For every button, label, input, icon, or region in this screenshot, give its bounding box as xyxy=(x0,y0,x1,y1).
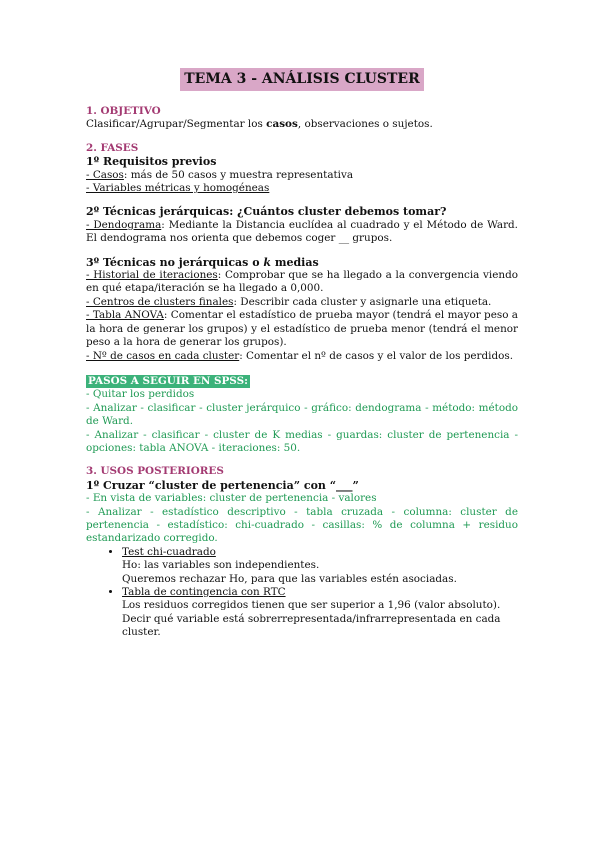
chi-cuadrado-line-2: Queremos rechazar Ho, para que las variables estén asociadas. xyxy=(122,572,457,585)
objetivo-text-c: , observaciones o sujetos. xyxy=(297,118,433,131)
objetivo-text xyxy=(86,118,518,131)
spss-heading: PASOS A SEGUIR EN SPSS: xyxy=(88,374,248,387)
usos-step-1: - En vista de variables: cluster de pertenencia - valores xyxy=(86,492,377,505)
anova-text: : Comentar el estadístico de prueba mayor (tendrá el mayor peso a la hora de generar los grupos) y el estadístico de prueba menor (tendrá el menor peso a la hora de generar los grupos). xyxy=(86,309,518,349)
objetivo-text-a: Clasificar/Agrupar/Segmentar los xyxy=(86,118,267,131)
contingencia-line-2: Decir qué variable está sobrerrepresentada/infrarrepresentada en cada cluster. xyxy=(122,612,501,639)
historial-label: - Historial de iteraciones xyxy=(86,269,218,282)
bullet-tabla-contingencia xyxy=(122,586,518,640)
contingencia-label: • Tabla de contingencia con RTC xyxy=(122,586,286,598)
chi-cuadrado-line-1: Ho: las variables son independientes. xyxy=(122,559,320,572)
section-fases-heading: 2. FASES xyxy=(86,141,139,154)
fase1-casos xyxy=(86,169,518,182)
bullet-chi-cuadrado xyxy=(122,546,518,586)
objetivo-text-bold: casos xyxy=(266,118,298,131)
fase3-title-a: 3º Técnicas no jerárquicas o xyxy=(86,255,264,269)
dendograma-text: : Mediante la Distancia euclídea al cuadrado y el Método de Ward. El dendograma nos orienta que debemos coger __ grupos. xyxy=(86,218,518,245)
spss-step-3: - Analizar - clasificar - cluster de K medias - guardas: cluster de pertenencia - opciones: tabla ANOVA - iteraciones: 50. xyxy=(86,428,518,454)
contingencia-line-1: Los residuos corregidos tienen que ser superior a 1,96 (valor absoluto). xyxy=(122,599,501,612)
fase3-title-k: k xyxy=(263,255,271,269)
fase1-variables: - Variables métricas y homogéneas xyxy=(86,182,270,195)
fase3-anova xyxy=(86,309,518,349)
historial-text: : Comprobar que se ha llegado a la convergencia viendo en qué etapa/iteración se ha llegado a 0,000. xyxy=(86,269,518,295)
casos-label: - Casos xyxy=(86,168,124,181)
ncasos-label: - Nº de casos en cada cluster xyxy=(86,349,240,362)
page-title: TEMA 3 - ANÁLISIS CLUSTER xyxy=(180,68,423,91)
usos-title: 1º Cruzar “cluster de pertenencia” con “___” xyxy=(86,478,359,492)
chi-cuadrado-label: • Test chi-cuadrado xyxy=(122,545,216,558)
spss-step-2: - Analizar - clasificar - cluster jerárquico - gráfico: dendograma - método: método de Ward. xyxy=(86,401,518,428)
spss-step-1: - Quitar los perdidos xyxy=(86,388,195,401)
dendograma-label: - Dendograma xyxy=(86,218,162,231)
fase3-historial xyxy=(86,269,518,296)
section-objetivo-heading: 1. OBJETIVO xyxy=(86,105,161,117)
fase1-title: 1º Requisitos previos xyxy=(86,155,217,169)
fase3-centros xyxy=(86,296,518,309)
title-wrap xyxy=(86,68,518,91)
anova-label: - Tabla ANOVA xyxy=(86,309,164,322)
section-usos-heading: 3. USOS POSTERIORES xyxy=(86,465,224,478)
fase3-title-b: medias xyxy=(271,255,319,269)
centros-label: - Centros de clusters finales xyxy=(86,295,234,308)
usos-step-2: - Analizar - estadístico descriptivo - tabla cruzada - columna: cluster de pertenencia - estadístico: chi-cuadrado - casillas: % de columna + residuo estandarizado corregido. xyxy=(86,505,518,545)
casos-text: : más de 50 casos y muestra representativa xyxy=(123,168,354,181)
centros-text: : Describir cada cluster y asignarle una etiqueta. xyxy=(233,295,492,308)
document-page xyxy=(86,68,518,640)
fase3-title xyxy=(86,256,518,269)
fase3-ncasos xyxy=(86,350,518,363)
spss-heading-wrap xyxy=(86,375,518,388)
fase2-title: 2º Técnicas jerárquicas: ¿Cuántos cluster debemos tomar? xyxy=(86,205,447,219)
fase2-dendograma xyxy=(86,219,518,246)
ncasos-text: : Comentar el nº de casos y el valor de los perdidos. xyxy=(239,349,514,362)
usos-bullet-list xyxy=(86,546,518,640)
